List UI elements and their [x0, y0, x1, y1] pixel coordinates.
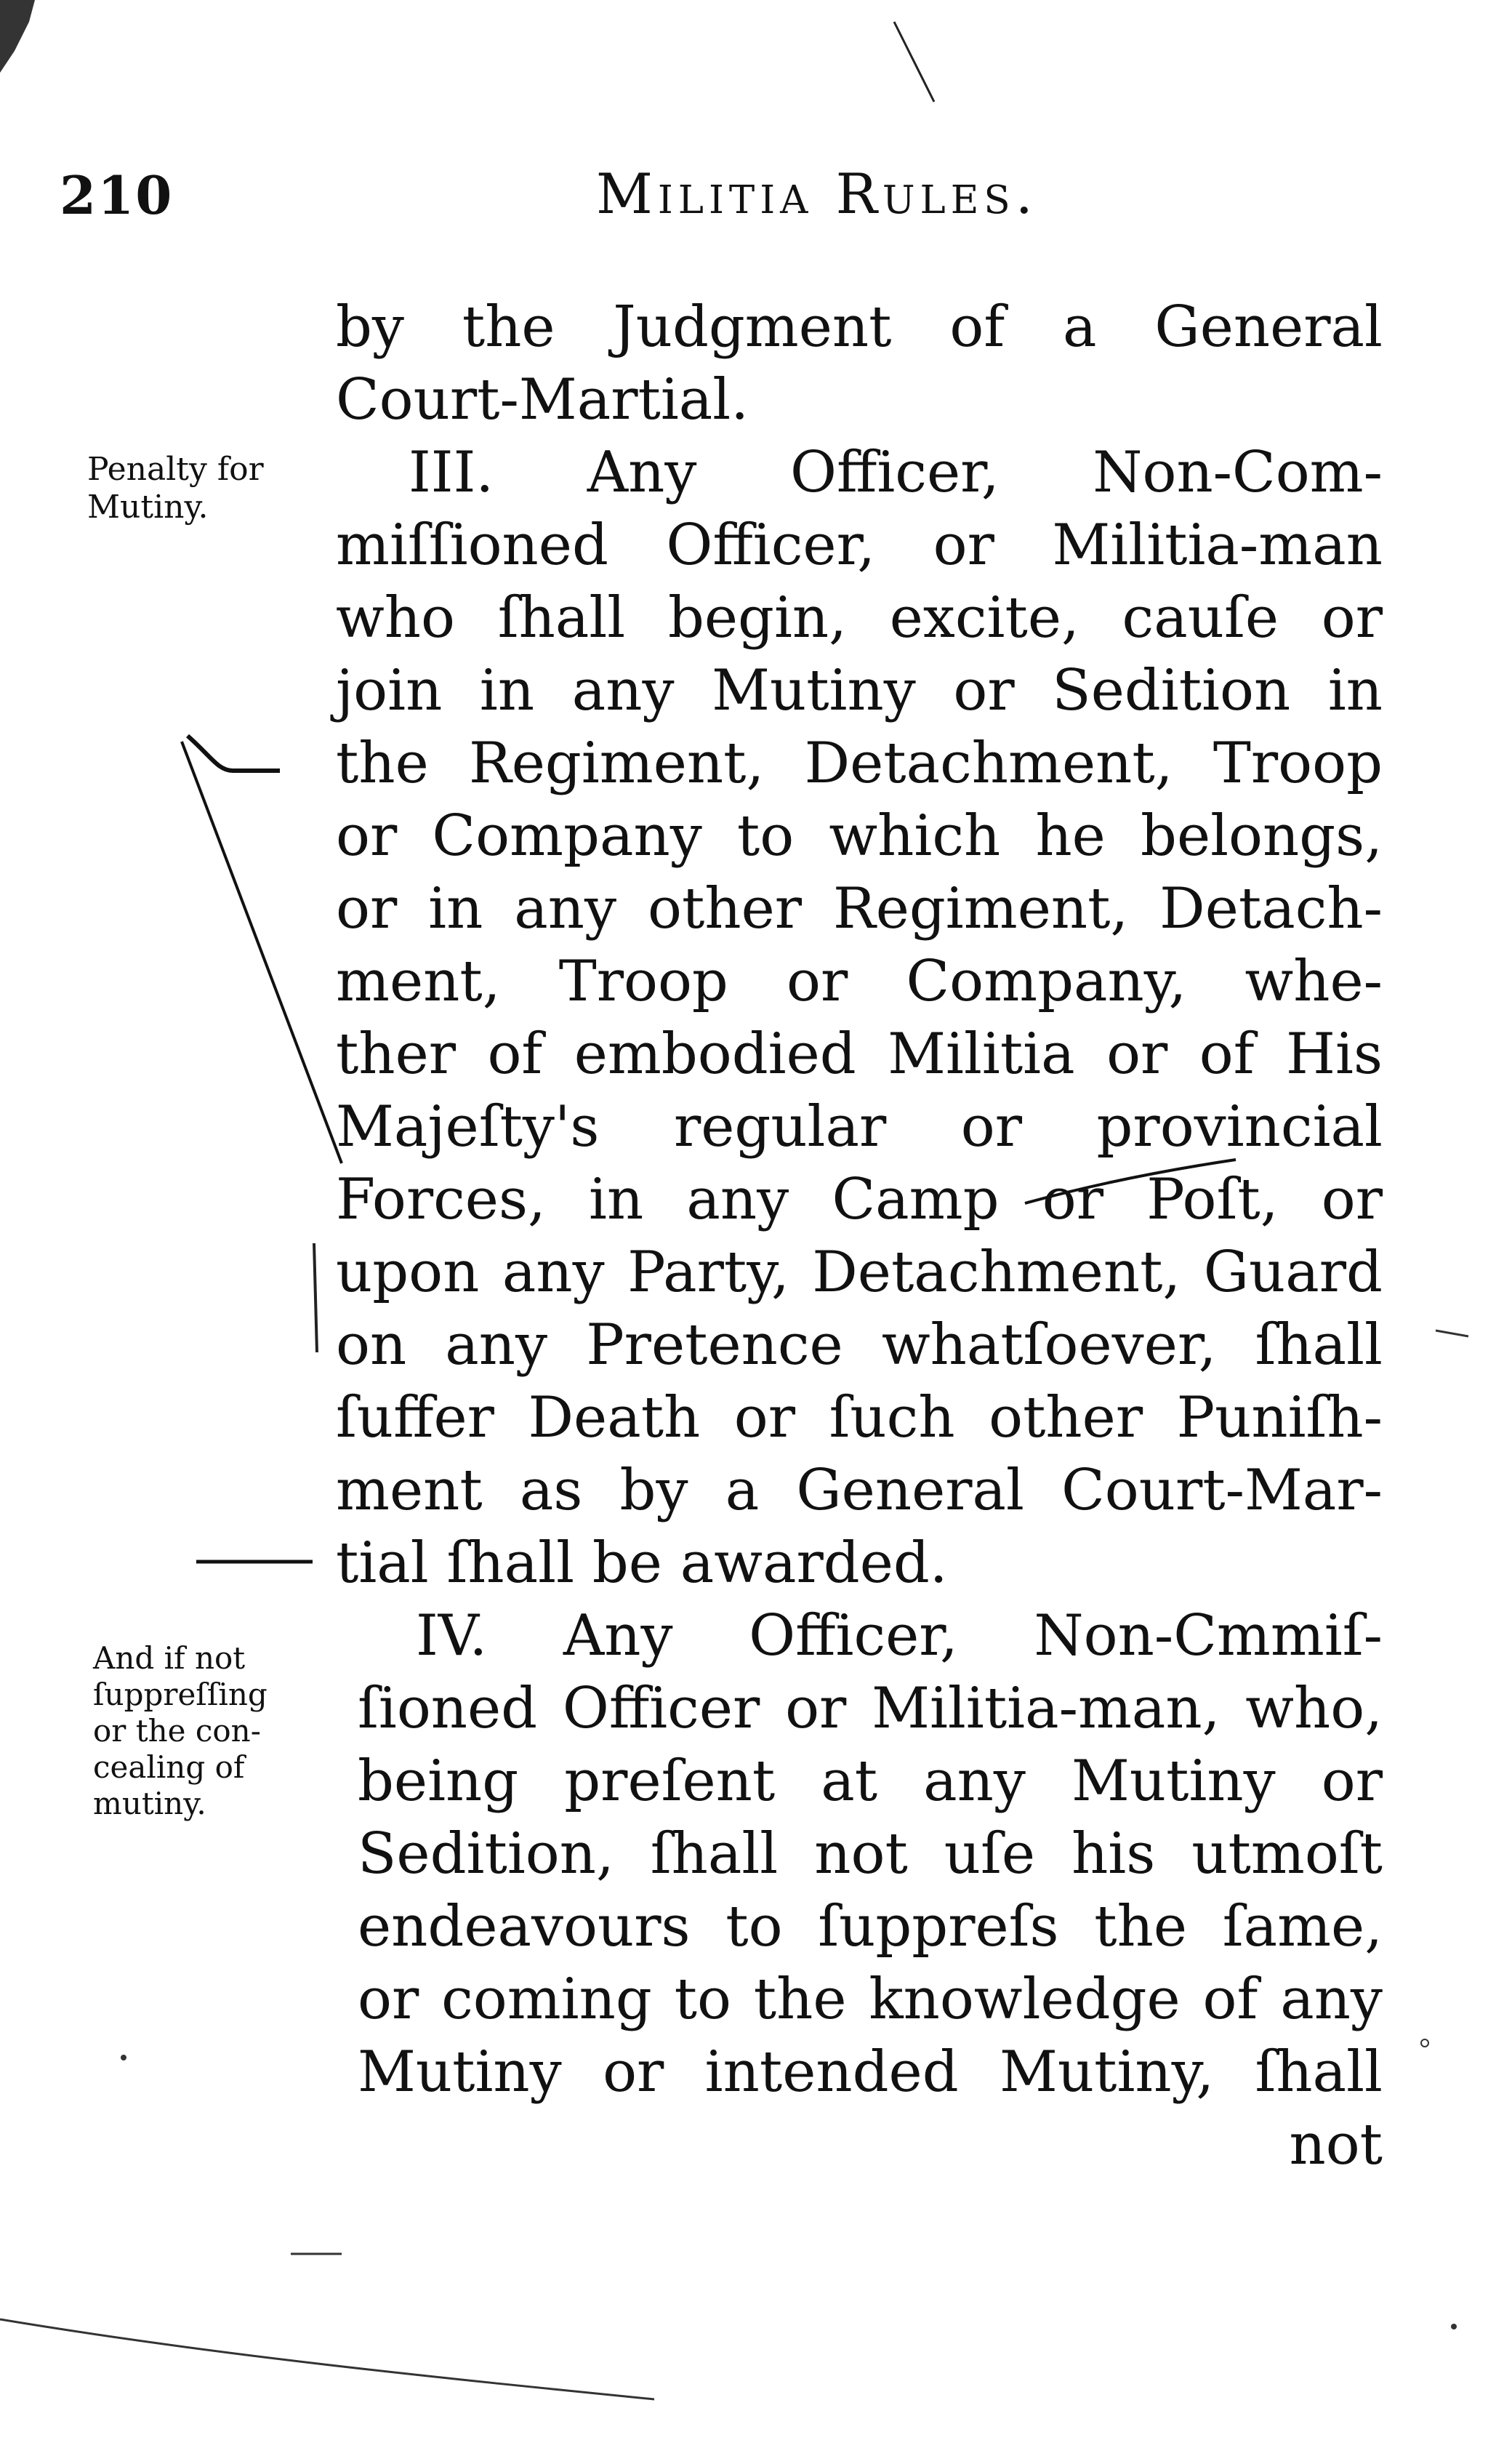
text-line: or in any other Regiment, Detach- — [336, 876, 1383, 942]
text-line: ment, Troop or Company, whe- — [336, 949, 1383, 1014]
pen-stroke-diagonal — [182, 742, 342, 1163]
bottom-line — [0, 2319, 654, 2399]
margin-note-line: mutiny. — [93, 1786, 206, 1821]
section-heading-iv-line: IV. Any Officer, Non-Cmmiſ- — [416, 1603, 1383, 1669]
running-head: Militia Rules. — [596, 161, 1038, 226]
text-line: join in any Mutiny or Sedition in — [336, 658, 1383, 723]
speck — [1451, 2324, 1457, 2329]
pen-tick-top — [894, 22, 934, 102]
speck-mark — [1436, 1331, 1468, 1336]
text-line: Majeſty's regular or provincial — [336, 1094, 1383, 1160]
text-line: being preſent at any Mutiny or — [358, 1749, 1383, 1814]
page-number: 210 — [60, 164, 174, 226]
text-line: tial ſhall be awarded. — [336, 1530, 948, 1596]
corner-blot — [0, 0, 35, 73]
text-line: who ſhall begin, excite, cauſe or — [336, 585, 1383, 651]
margin-note-line: or the con- — [93, 1713, 261, 1749]
margin-note-line: Penalty for — [87, 451, 264, 488]
speck — [1421, 2039, 1428, 2047]
text-line: Court-Martial. — [336, 367, 749, 433]
margin-note-line: And if not — [93, 1640, 246, 1676]
text-line: upon any Party, Detachment, Guard — [336, 1240, 1383, 1305]
text-line: or coming to the knowledge of any — [358, 1967, 1383, 2032]
text-line: ſuffer Death or ſuch other Puniſh- — [336, 1385, 1383, 1450]
margin-note-line: Mutiny. — [87, 489, 209, 526]
pen-vertical-mark — [314, 1243, 317, 1352]
margin-note-line: cealing of — [93, 1749, 245, 1785]
text-line: Sedition, ſhall not uſe his utmoſt — [358, 1821, 1383, 1887]
text-line: Forces, in any Camp or Poſt, or — [336, 1167, 1383, 1232]
speck — [121, 2055, 126, 2060]
text-line: by the Judgment of a General — [336, 294, 1383, 360]
text-line: the Regiment, Detachment, Troop — [336, 731, 1383, 796]
margin-note-line: ſuppreſſing — [93, 1677, 268, 1712]
text-line: ſioned Officer or Militia-man, who, — [358, 1676, 1383, 1741]
pen-swash — [1025, 1160, 1236, 1203]
text-line: Mutiny or intended Mutiny, ſhall — [358, 2039, 1383, 2105]
text-line: ment as by a General Court-Mar- — [336, 1458, 1383, 1523]
text-line: on any Pretence whatſoever, ſhall — [336, 1312, 1383, 1378]
pen-hook — [188, 736, 280, 771]
catchword: not — [1289, 2112, 1383, 2178]
text-line: ther of embodied Militia or of His — [336, 1022, 1383, 1087]
text-line: miſſioned Officer, or Militia-man — [336, 513, 1383, 578]
text-line: or Company to which he belongs, — [336, 803, 1383, 869]
text-line: endeavours to ſuppreſs the ſame, — [358, 1894, 1383, 1959]
section-heading-iii-line: III. Any Officer, Non-Com- — [409, 440, 1383, 505]
